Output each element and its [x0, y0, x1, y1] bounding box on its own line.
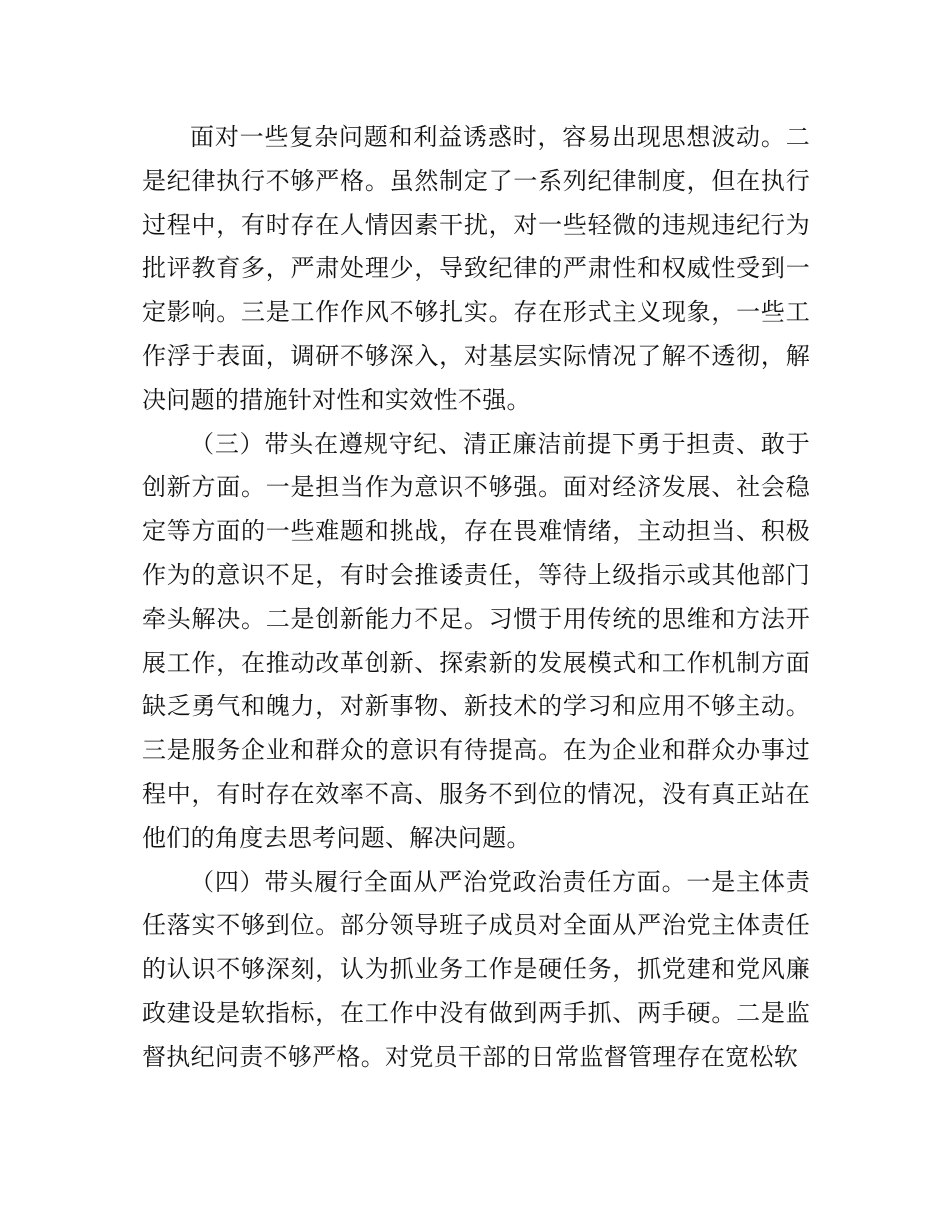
paragraph-section-three: （三）带头在遵规守纪、清正廉洁前提下勇于担责、敢于创新方面。一是担当作为意识不够强。面对经济发展、社会稳定等方面的一些难题和挑战，存在畏难情绪，主动担当、积极作为的意识不足，有时会推诿责任，等待上级指示或其他部门牵头解决。二是创新能力不足。习惯于用传统的思维和方法开展工作，在推动改革创新、探索新的发展模式和工作机制方面缺乏勇气和魄力，对新事物、新技术的学习和应用不够主动。三是服务企业和群众的意识有待提高。在为企业和群众办事过程中，有时存在效率不高、服务不到位的情况，没有真正站在他们的角度去思考问题、解决问题。	[142, 429, 810, 852]
paragraph-continuation: 面对一些复杂问题和利益诱惑时，容易出现思想波动。二是纪律执行不够严格。虽然制定了一系列纪律制度，但在执行过程中，有时存在人情因素干扰，对一些轻微的违规违纪行为批评教育多，严肃处理少，导致纪律的严肃性和权威性受到一定影响。三是工作作风不够扎实。存在形式主义现象，一些工作浮于表面，调研不够深入，对基层实际情况了解不透彻，解决问题的措施针对性和实效性不强。	[142, 123, 810, 414]
paragraph-section-four: （四）带头履行全面从严治党政治责任方面。一是主体责任落实不够到位。部分领导班子成员对全面从严治党主体责任的认识不够深刻，认为抓业务工作是硬任务，抓党建和党风廉政建设是软指标，在工作中没有做到两手抓、两手硬。二是监督执纪问责不够严格。对党员干部的日常监督管理存在宽松软	[142, 867, 810, 1071]
document-body	[142, 116, 810, 1080]
